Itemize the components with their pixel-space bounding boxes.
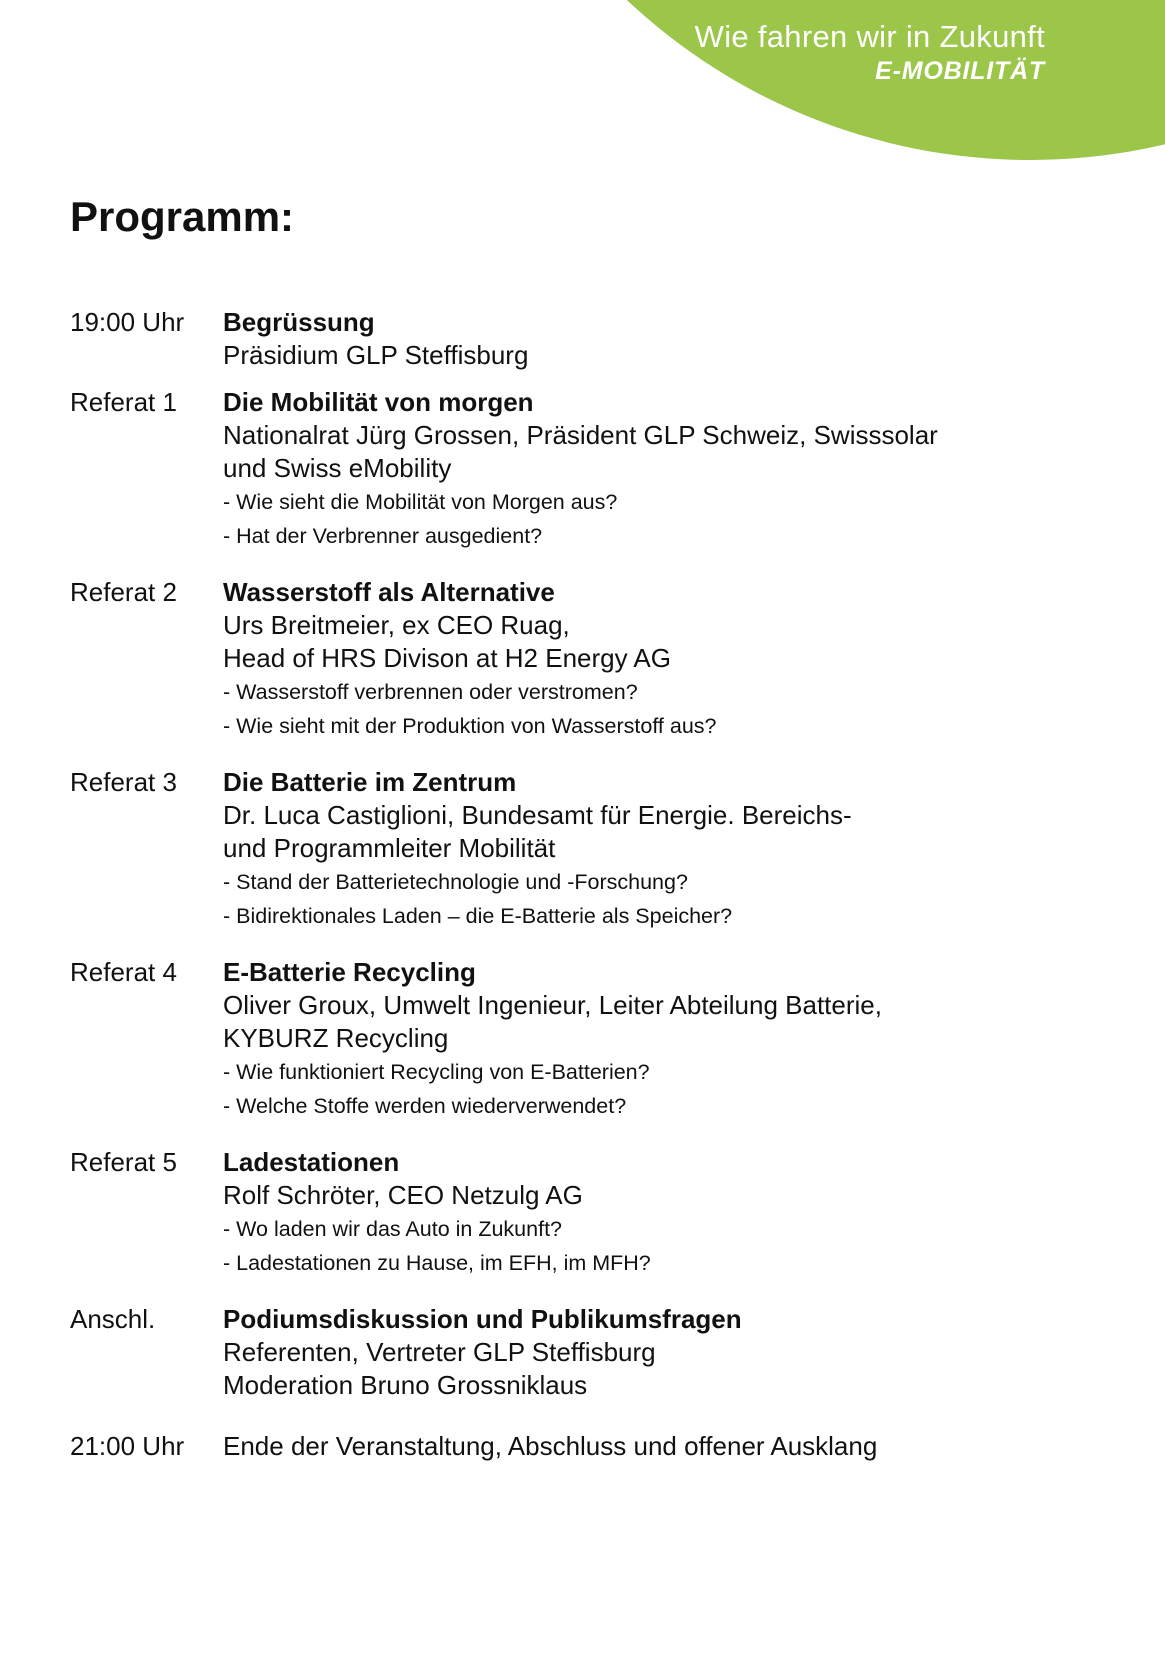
entry-body (223, 576, 1090, 743)
entry-time: 21:00 Uhr (70, 1431, 185, 1461)
entry-speaker: Oliver Groux, Umwelt Ingenieur, Leiter Abteilung Batterie, (223, 990, 882, 1020)
entry-question: - Wie funktioniert Recycling von E-Batterien? (223, 1060, 650, 1084)
entry-time: Referat 1 (70, 387, 177, 417)
entry-body (223, 1303, 1090, 1402)
entry-speaker: Nationalrat Jürg Grossen, Präsident GLP Schweiz, Swisssolar (223, 420, 938, 450)
entry-question: - Hat der Verbrenner ausgedient? (223, 524, 543, 548)
entry-speaker: Rolf Schröter, CEO Netzulg AG (223, 1180, 583, 1210)
entry-time: Anschl. (70, 1304, 156, 1334)
entry-title: Ladestationen (223, 1147, 400, 1177)
entry-title: Podiumsdiskussion und Publikumsfragen (223, 1304, 742, 1334)
entry-question: - Wo laden wir das Auto in Zukunft? (223, 1217, 563, 1241)
entry-question: - Ladestationen zu Hause, im EFH, im MFH? (223, 1251, 651, 1275)
entry-body (223, 386, 1090, 553)
entry-time: Referat 5 (70, 1147, 177, 1177)
header-title: Wie fahren wir in Zukunft (694, 19, 1045, 54)
entry-body (223, 766, 1090, 933)
entry-question: - Wasserstoff verbrennen oder verstromen? (223, 680, 638, 704)
entry-title: Die Mobilität von morgen (223, 387, 534, 417)
entry-body (223, 1430, 1090, 1463)
entry-question: - Wie sieht mit der Produktion von Wasserstoff aus? (223, 714, 717, 738)
entry-question: - Bidirektionales Laden – die E-Batterie als Speicher? (223, 904, 733, 928)
entry-title: E-Batterie Recycling (223, 957, 476, 987)
entry-body (223, 1146, 1090, 1280)
entry-speaker: Moderation Bruno Grossniklaus (223, 1370, 588, 1400)
entry-speaker: und Swiss eMobility (223, 453, 452, 483)
entry-speaker: Head of HRS Divison at H2 Energy AG (223, 643, 671, 673)
entry-speaker: Präsidium GLP Steffisburg (223, 340, 529, 370)
entry-speaker: KYBURZ Recycling (223, 1023, 449, 1053)
entry-description: Ende der Veranstaltung, Abschluss und offener Ausklang (223, 1431, 878, 1461)
entry-speaker: Referenten, Vertreter GLP Steffisburg (223, 1337, 656, 1367)
entry-title: Wasserstoff als Alternative (223, 577, 555, 607)
entry-question: - Welche Stoffe werden wiederverwendet? (223, 1094, 627, 1118)
page-title: Programm: (70, 193, 295, 240)
entry-body (223, 956, 1090, 1123)
entry-body (223, 306, 1090, 372)
entry-question: - Wie sieht die Mobilität von Morgen aus? (223, 490, 618, 514)
entry-time: Referat 3 (70, 767, 177, 797)
entry-time: Referat 4 (70, 957, 177, 987)
entry-speaker: Urs Breitmeier, ex CEO Ruag, (223, 610, 570, 640)
header (695, 18, 1045, 86)
entry-time: Referat 2 (70, 577, 177, 607)
entry-question: - Stand der Batterietechnologie und -Forschung? (223, 870, 688, 894)
entry-title: Die Batterie im Zentrum (223, 767, 517, 797)
header-subtitle: E-MOBILITÄT (875, 57, 1045, 85)
entry-speaker: Dr. Luca Castiglioni, Bundesamt für Energie. Bereichs- (223, 800, 852, 830)
entry-time: 19:00 Uhr (70, 307, 185, 337)
entry-title: Begrüssung (223, 307, 375, 337)
entry-speaker: und Programmleiter Mobilität (223, 833, 556, 863)
